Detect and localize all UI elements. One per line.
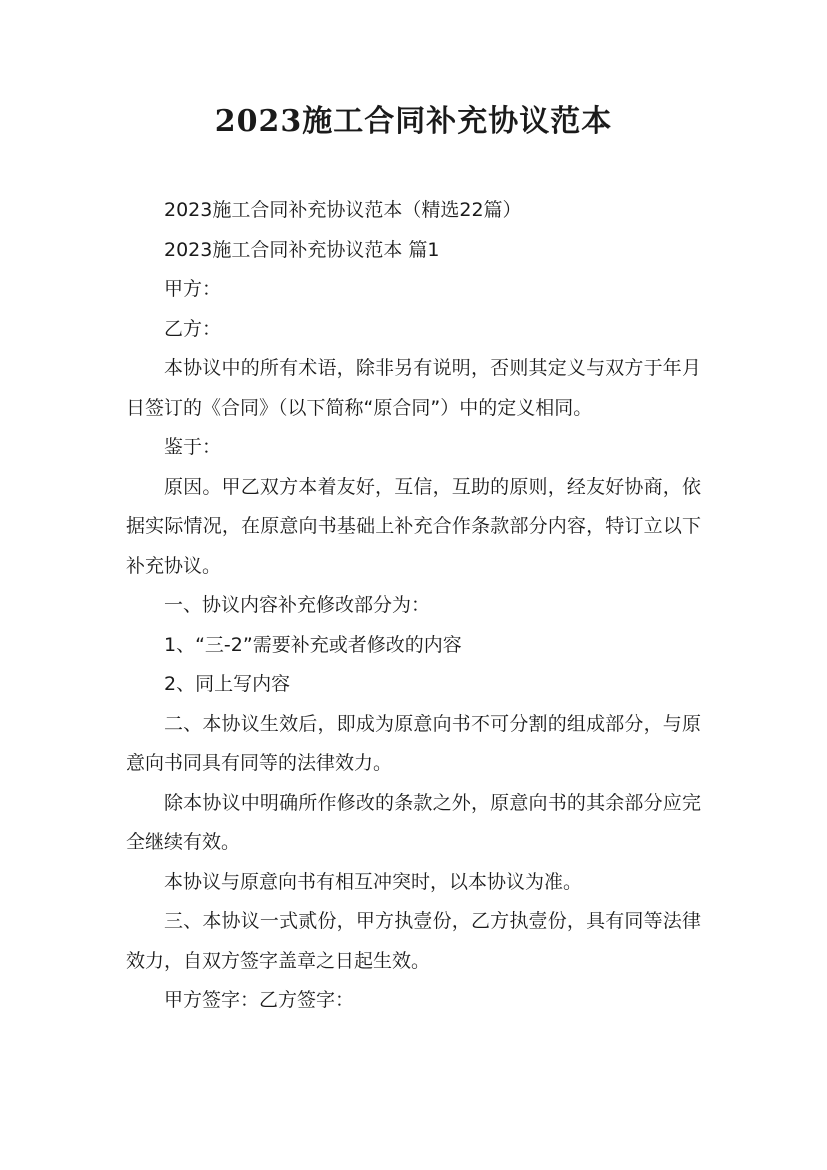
paragraph-clause-1-item-2: 2、同上写内容 [164, 673, 291, 695]
paragraph-party-a: 甲方： [164, 278, 222, 300]
document-title: 2023施工合同补充协议范本 [214, 104, 613, 139]
paragraph-section-heading: 2023施工合同补充协议范本 篇1 [164, 238, 440, 261]
paragraph-clause-3: 三、本协议一式贰份，甲方执壹份，乙方执壹份，具有同等法律效力，自双方签字盖章之日起生效。 [126, 910, 701, 972]
paragraph-conflict: 本协议与原意向书有相互冲突时，以本协议为准。 [164, 870, 583, 893]
paragraph-subtitle: 2023施工合同补充协议范本（精选22篇） [164, 199, 522, 221]
paragraph-remaining-valid: 除本协议中明确所作修改的条款之外，原意向书的其余部分应完全继续有效。 [126, 791, 701, 853]
paragraph-terms-definition: 本协议中的所有术语，除非另有说明，否则其定义与双方于年月日签订的《合同》（以下简称“原合同”）中的定义相同。 [126, 357, 701, 419]
paragraph-clause-1-item-1: 1、“三-2”需要补充或者修改的内容 [164, 633, 462, 656]
paragraph-party-b: 乙方： [164, 317, 222, 340]
paragraph-whereas: 鉴于： [164, 436, 222, 458]
document-body [126, 191, 701, 1021]
paragraph-clause-1: 一、协议内容补充修改部分为： [164, 594, 431, 616]
paragraph-reason: 原因。甲乙双方本着友好，互信，互助的原则，经友好协商，依据实际情况，在原意向书基础上补充合作条款部分内容，特订立以下补充协议。 [126, 475, 701, 577]
paragraph-signatures: 甲方签字：乙方签字： [164, 989, 355, 1011]
paragraph-clause-2: 二、本协议生效后，即成为原意向书不可分割的组成部分，与原意向书同具有同等的法律效力。 [126, 712, 701, 774]
